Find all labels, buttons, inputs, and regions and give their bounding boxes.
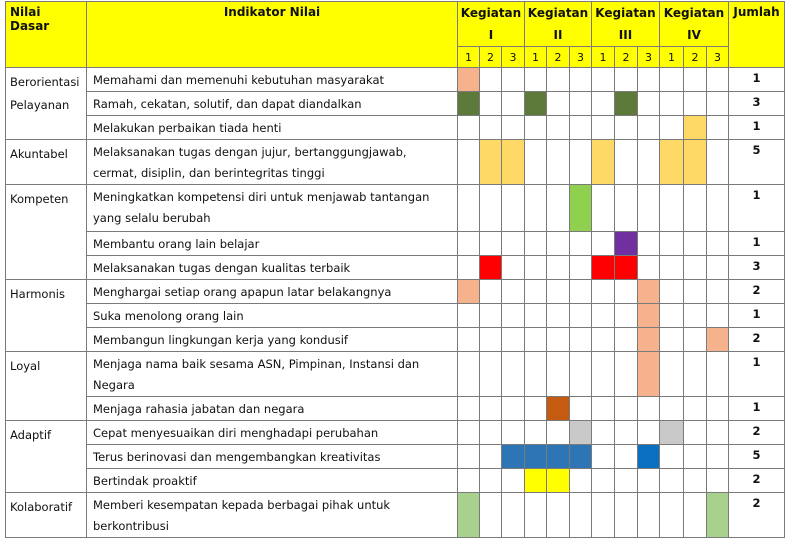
activity-cell (525, 304, 547, 328)
indikator-cell: Ramah, cekatan, solutif, dan dapat diandalkan (87, 92, 458, 116)
indikator-cell: Melaksanakan tugas dengan jujur, bertanggungjawab, cermat, disiplin, dan berintegritas tinggi (87, 140, 458, 185)
jumlah-cell: 1 (729, 304, 785, 328)
activity-cell (525, 421, 547, 445)
activity-cell (525, 116, 547, 140)
indikator-cell: Menjaga rahasia jabatan dan negara (87, 397, 458, 421)
header-kegiatan-3 (592, 2, 660, 47)
activity-cell (525, 352, 547, 397)
nilai-dasar-cell: Kolaboratif (6, 493, 87, 538)
activity-cell (684, 445, 707, 469)
filled-activity-cell (525, 92, 547, 116)
activity-cell (707, 397, 729, 421)
activity-cell (615, 140, 638, 185)
activity-cell (502, 352, 525, 397)
activity-cell (480, 185, 502, 232)
jumlah-cell: 2 (729, 421, 785, 445)
activity-cell (525, 280, 547, 304)
activity-cell (707, 469, 729, 493)
kegiatan-label: Kegiatan (527, 6, 589, 20)
activity-cell (592, 421, 615, 445)
table-row (6, 352, 785, 397)
activity-cell (660, 68, 684, 92)
filled-activity-cell (570, 445, 592, 469)
activity-cell (502, 397, 525, 421)
jumlah-cell: 2 (729, 280, 785, 304)
indikator-cell: Membantu orang lain belajar (87, 232, 458, 256)
table-row (6, 421, 785, 445)
activity-cell (570, 397, 592, 421)
kegiatan-number: III (618, 28, 633, 42)
filled-activity-cell (547, 445, 570, 469)
activity-cell (660, 232, 684, 256)
filled-activity-cell (660, 421, 684, 445)
activity-cell (502, 469, 525, 493)
sub-header-3: 3 (502, 47, 525, 68)
activity-cell (547, 304, 570, 328)
filled-activity-cell (638, 328, 660, 352)
activity-cell (480, 445, 502, 469)
activity-cell (660, 328, 684, 352)
activity-cell (525, 68, 547, 92)
activity-cell (502, 421, 525, 445)
table-row (6, 256, 785, 280)
filled-activity-cell (525, 445, 547, 469)
activity-cell (458, 328, 480, 352)
jumlah-cell: 5 (729, 140, 785, 185)
activity-cell (592, 304, 615, 328)
table-row (6, 116, 785, 140)
table-row (6, 445, 785, 469)
activity-cell (570, 280, 592, 304)
activity-cell (684, 421, 707, 445)
sub-header-2: 2 (480, 47, 502, 68)
activity-cell (570, 116, 592, 140)
kegiatan-label: Kegiatan (460, 6, 522, 20)
activity-cell (638, 116, 660, 140)
activity-cell (684, 92, 707, 116)
activity-cell (502, 185, 525, 232)
filled-activity-cell (525, 469, 547, 493)
table-row (6, 328, 785, 352)
filled-activity-cell (547, 469, 570, 493)
activity-cell (547, 185, 570, 232)
activity-cell (480, 328, 502, 352)
kegiatan-number: II (553, 28, 563, 42)
activity-cell (615, 280, 638, 304)
activity-cell (638, 68, 660, 92)
indikator-cell: Melakukan perbaikan tiada henti (87, 116, 458, 140)
activity-cell (547, 352, 570, 397)
jumlah-cell: 1 (729, 352, 785, 397)
activity-cell (570, 352, 592, 397)
activity-cell (660, 116, 684, 140)
sub-header-3: 3 (638, 47, 660, 68)
activity-cell (638, 232, 660, 256)
activity-cell (707, 92, 729, 116)
kegiatan-label: Kegiatan (663, 6, 725, 20)
activity-cell (458, 397, 480, 421)
sub-header-2: 2 (547, 47, 570, 68)
table-row (6, 68, 785, 92)
activity-cell (458, 140, 480, 185)
nilai-dasar-cell: Harmonis (6, 280, 87, 352)
sub-header-3: 3 (707, 47, 729, 68)
jumlah-cell: 2 (729, 493, 785, 538)
activity-cell (458, 116, 480, 140)
activity-cell (660, 397, 684, 421)
activity-cell (684, 68, 707, 92)
kegiatan-label: Kegiatan (595, 6, 656, 20)
activity-cell (684, 493, 707, 538)
activity-cell (684, 280, 707, 304)
nilai-dasar-cell: Berorientasi Pelayanan (6, 68, 87, 140)
activity-cell (615, 185, 638, 232)
activity-cell (638, 256, 660, 280)
activity-cell (684, 185, 707, 232)
indikator-cell: Menjaga nama baik sesama ASN, Pimpinan, Instansi dan Negara (87, 352, 458, 397)
activity-cell (707, 185, 729, 232)
activity-cell (547, 140, 570, 185)
activity-cell (570, 469, 592, 493)
activity-cell (525, 397, 547, 421)
activity-cell (684, 469, 707, 493)
activity-cell (660, 493, 684, 538)
filled-activity-cell (458, 280, 480, 304)
filled-activity-cell (570, 185, 592, 232)
activity-cell (615, 397, 638, 421)
table-row (6, 185, 785, 232)
header-nilai-dasar: Nilai Dasar (6, 2, 87, 68)
indikator-cell: Memahami dan memenuhi kebutuhan masyarakat (87, 68, 458, 92)
activity-cell (525, 232, 547, 256)
sub-header-2: 2 (615, 47, 638, 68)
indikator-cell: Melaksanakan tugas dengan kualitas terbaik (87, 256, 458, 280)
activity-cell (707, 352, 729, 397)
jumlah-cell: 5 (729, 445, 785, 469)
filled-activity-cell (547, 397, 570, 421)
activity-cell (458, 256, 480, 280)
activity-cell (638, 92, 660, 116)
activity-cell (547, 328, 570, 352)
activity-cell (638, 397, 660, 421)
filled-activity-cell (638, 352, 660, 397)
filled-activity-cell (458, 68, 480, 92)
activity-cell (525, 493, 547, 538)
activity-cell (525, 256, 547, 280)
activity-cell (660, 256, 684, 280)
activity-cell (480, 116, 502, 140)
header-jumlah: Jumlah (729, 2, 785, 68)
activity-cell (480, 68, 502, 92)
activity-cell (592, 185, 615, 232)
header-kegiatan-1 (458, 2, 525, 47)
activity-cell (592, 493, 615, 538)
indikator-cell: Memberi kesempatan kepada berbagai pihak untuk berkontribusi (87, 493, 458, 538)
activity-cell (592, 397, 615, 421)
activity-cell (570, 68, 592, 92)
activity-cell (707, 304, 729, 328)
activity-cell (660, 445, 684, 469)
activity-cell (660, 92, 684, 116)
activity-cell (502, 280, 525, 304)
sub-header-1: 1 (660, 47, 684, 68)
table-row (6, 304, 785, 328)
filled-activity-cell (707, 493, 729, 538)
activity-cell (660, 304, 684, 328)
sub-header-1: 1 (592, 47, 615, 68)
nilai-dasar-cell: Loyal (6, 352, 87, 421)
activity-cell (707, 280, 729, 304)
nilai-dasar-table (5, 1, 785, 538)
filled-activity-cell (458, 92, 480, 116)
activity-cell (615, 352, 638, 397)
activity-cell (458, 304, 480, 328)
table-row (6, 397, 785, 421)
activity-cell (684, 304, 707, 328)
activity-cell (547, 256, 570, 280)
activity-cell (547, 493, 570, 538)
sub-header-2: 2 (684, 47, 707, 68)
activity-cell (525, 140, 547, 185)
jumlah-cell: 1 (729, 185, 785, 232)
nilai-dasar-cell: Kompeten (6, 185, 87, 280)
activity-cell (480, 397, 502, 421)
filled-activity-cell (707, 328, 729, 352)
table-row (6, 280, 785, 304)
activity-cell (638, 493, 660, 538)
indikator-cell: Membangun lingkungan kerja yang kondusif (87, 328, 458, 352)
activity-cell (570, 304, 592, 328)
activity-cell (458, 421, 480, 445)
filled-activity-cell (458, 493, 480, 538)
activity-cell (502, 304, 525, 328)
filled-activity-cell (660, 140, 684, 185)
activity-cell (570, 328, 592, 352)
table-row (6, 140, 785, 185)
activity-cell (570, 232, 592, 256)
activity-cell (592, 469, 615, 493)
activity-cell (638, 469, 660, 493)
activity-cell (547, 232, 570, 256)
activity-cell (684, 256, 707, 280)
sub-header-3: 3 (570, 47, 592, 68)
activity-cell (480, 280, 502, 304)
activity-cell (480, 232, 502, 256)
activity-cell (480, 421, 502, 445)
jumlah-cell: 2 (729, 469, 785, 493)
activity-cell (684, 397, 707, 421)
table-row (6, 92, 785, 116)
activity-cell (660, 185, 684, 232)
activity-cell (707, 256, 729, 280)
table-body (6, 68, 785, 538)
filled-activity-cell (615, 232, 638, 256)
activity-cell (502, 92, 525, 116)
table-row (6, 232, 785, 256)
activity-cell (570, 493, 592, 538)
sub-header-1: 1 (525, 47, 547, 68)
indikator-cell: Bertindak proaktif (87, 469, 458, 493)
activity-cell (458, 185, 480, 232)
activity-cell (458, 445, 480, 469)
activity-cell (570, 140, 592, 185)
activity-cell (615, 68, 638, 92)
activity-cell (592, 116, 615, 140)
filled-activity-cell (592, 256, 615, 280)
indikator-cell: Suka menolong orang lain (87, 304, 458, 328)
activity-cell (547, 68, 570, 92)
activity-cell (592, 445, 615, 469)
activity-cell (480, 92, 502, 116)
activity-cell (615, 328, 638, 352)
activity-cell (615, 304, 638, 328)
filled-activity-cell (615, 256, 638, 280)
activity-cell (707, 421, 729, 445)
filled-activity-cell (480, 256, 502, 280)
activity-cell (480, 469, 502, 493)
activity-cell (707, 68, 729, 92)
filled-activity-cell (570, 421, 592, 445)
activity-cell (547, 92, 570, 116)
indikator-cell: Cepat menyesuaikan diri menghadapi perubahan (87, 421, 458, 445)
header-kegiatan-2 (525, 2, 592, 47)
activity-cell (707, 232, 729, 256)
activity-cell (458, 469, 480, 493)
table-row (6, 493, 785, 538)
filled-activity-cell (684, 140, 707, 185)
activity-cell (547, 421, 570, 445)
activity-cell (615, 493, 638, 538)
activity-cell (638, 421, 660, 445)
activity-cell (502, 256, 525, 280)
activity-cell (592, 328, 615, 352)
activity-cell (592, 352, 615, 397)
indikator-cell: Menghargai setiap orang apapun latar belakangnya (87, 280, 458, 304)
activity-cell (570, 92, 592, 116)
activity-cell (592, 68, 615, 92)
jumlah-cell: 1 (729, 397, 785, 421)
activity-cell (480, 352, 502, 397)
activity-cell (707, 445, 729, 469)
activity-cell (502, 68, 525, 92)
activity-cell (615, 445, 638, 469)
activity-cell (638, 140, 660, 185)
jumlah-cell: 2 (729, 328, 785, 352)
jumlah-cell: 3 (729, 256, 785, 280)
activity-cell (570, 256, 592, 280)
activity-cell (684, 352, 707, 397)
activity-cell (684, 232, 707, 256)
activity-cell (592, 280, 615, 304)
filled-activity-cell (638, 280, 660, 304)
activity-cell (660, 352, 684, 397)
activity-cell (660, 469, 684, 493)
header-kegiatan-4 (660, 2, 729, 47)
filled-activity-cell (502, 140, 525, 185)
filled-activity-cell (502, 445, 525, 469)
table-row (6, 469, 785, 493)
filled-activity-cell (592, 140, 615, 185)
activity-cell (502, 232, 525, 256)
activity-cell (684, 328, 707, 352)
header-indikator-nilai: Indikator Nilai (87, 2, 458, 68)
activity-cell (615, 421, 638, 445)
activity-cell (502, 493, 525, 538)
filled-activity-cell (638, 445, 660, 469)
activity-cell (615, 469, 638, 493)
activity-cell (480, 304, 502, 328)
jumlah-cell: 1 (729, 232, 785, 256)
activity-cell (458, 352, 480, 397)
activity-cell (615, 116, 638, 140)
jumlah-cell: 1 (729, 68, 785, 92)
jumlah-cell: 3 (729, 92, 785, 116)
activity-cell (707, 116, 729, 140)
activity-cell (502, 116, 525, 140)
activity-cell (525, 185, 547, 232)
activity-cell (638, 185, 660, 232)
indikator-cell: Terus berinovasi dan mengembangkan kreativitas (87, 445, 458, 469)
filled-activity-cell (638, 304, 660, 328)
activity-cell (592, 232, 615, 256)
nilai-dasar-cell: Adaptif (6, 421, 87, 493)
activity-cell (547, 116, 570, 140)
nilai-dasar-cell: Akuntabel (6, 140, 87, 185)
activity-cell (525, 328, 547, 352)
activity-cell (592, 92, 615, 116)
activity-cell (480, 493, 502, 538)
kegiatan-number: IV (687, 28, 701, 42)
indikator-cell: Meningkatkan kompetensi diri untuk menjawab tantangan yang selalu berubah (87, 185, 458, 232)
jumlah-cell: 1 (729, 116, 785, 140)
filled-activity-cell (684, 116, 707, 140)
kegiatan-number: I (488, 28, 494, 42)
activity-cell (707, 140, 729, 185)
activity-cell (458, 232, 480, 256)
activity-cell (547, 280, 570, 304)
activity-cell (502, 328, 525, 352)
activity-cell (660, 280, 684, 304)
filled-activity-cell (615, 92, 638, 116)
sub-header-1: 1 (458, 47, 480, 68)
filled-activity-cell (480, 140, 502, 185)
